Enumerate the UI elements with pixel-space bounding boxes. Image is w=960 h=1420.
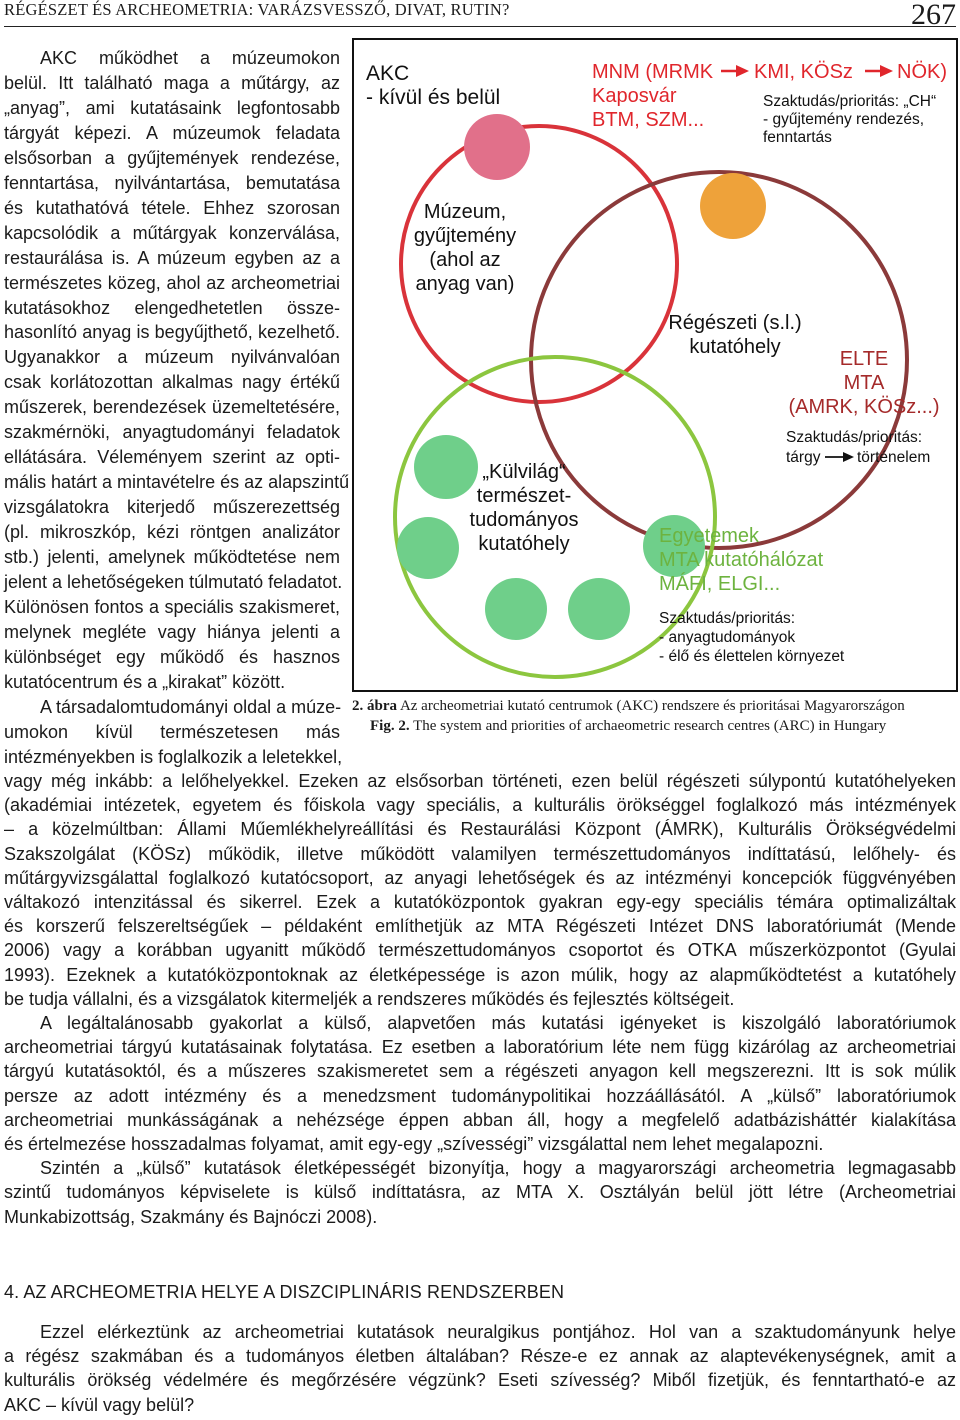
priority-museum-line: Szaktudás/prioritás: „CH“ [763,93,937,110]
text-line: melynek megléte vagy hiánya jelenti a [4,621,340,642]
priority-science-line: Szaktudás/prioritás: [659,610,796,627]
text-line: A legáltalánosabb gyakorlat a külső, alapvetően más kutatási igényeket is kiszolgáló laboratóriumok [40,1013,956,1033]
text-line: fenntartása, nyilvántartása, bemutatása [4,172,340,193]
text-line: belül. Itt található maga a műtárgy, az [4,72,340,93]
header-rule [4,26,956,27]
text-line: szakmérnöki, anyagtudományi feladatok [4,422,340,443]
museum-label-line: Múzeum, [423,201,507,223]
text-line: tárgyát képezi. A múzeumok feladata [4,122,340,143]
text-line: A társadalomtudományi oldal a múze- [40,696,342,717]
text-line: műszerek, berendezések üzemeltetésére, [4,397,340,418]
university-label-line: Egyetemek [659,525,760,547]
text-line: különbséget egy működő és hasznos [4,646,340,667]
elte-label-line: MTA [843,372,885,394]
akc-title-line: AKC [366,62,410,85]
text-line: archeometriai munkásságának a nehézsége éppen abban áll, hogy a megfelelő adatbázisháttér kialakítása [4,1109,956,1130]
elte-label-line: ELTE [839,348,889,370]
text-line: műtárgyvizsgálattal foglalkozó kutatócsoport, az anyagi lehetőségek és az intézményi koncepciók függvényében [4,867,956,888]
caption-label: Fig. 2. [370,718,410,734]
arrow-icon [825,452,854,462]
science-label-line: természet- [476,485,572,507]
university-label-line: MTA kutatóhálózat [659,549,824,571]
akc-title-line: - kívül és belül [366,86,501,109]
priority-museum-line: - gyűjtemény rendezés, [763,111,925,128]
institution-nok: NÖK) [897,61,947,83]
museum-label-line: (ahol az [429,249,501,271]
text-line: és kutathatóvá tétele. Ehhez szorosan [4,197,340,218]
text-line: Szakszolgálat (KÖSz) működik, illetve működött valamilyen természettudományos indíttatású, lelőhely- és [4,843,956,864]
text-line: AKC működhet a múzeumokon [40,48,340,68]
caption-label: 2. ábra [352,698,397,714]
text-line: kapcsolódik a műtárgyak konzerválása, [4,222,340,243]
text-line: a régész szakmában és a tudományos életben általában? Része-e ez annak az alaptevékenységnek, amit a [4,1346,956,1367]
text-line: (akadémiai intézetek, egyetem és főiskola vagy speciális, a kulturális örökséggel foglalkozó más intézmények [4,795,956,816]
green-dot [397,517,459,579]
text-line: restaurálása is. A múzeum egyben az a [4,247,340,268]
institution-mnm: MNM (MRMK [592,61,714,83]
text-line: archeometriai tárgyú kutatásainak folytatása. Ez esetben a laboratórium léte nem függ kizárólag az archeometriai [4,1037,956,1058]
text-line: Szintén a „külső” kutatások életképességét bizonyítja, hogy a magyarországi archeometria legmagasabb [40,1158,956,1179]
text-line: mális határt a mintavételre és az alapszintű [4,472,350,493]
priority-science-line: - élő és élettelen környezet [659,648,845,665]
figure-diagram [352,38,958,692]
text-line: 2006) vagy a korábban ugyanitt működő természettudományos csoportot és OTKA műszerközpontot (Gyulai [4,940,956,961]
green-dot [485,578,547,640]
museum-label-line: gyűjtemény [413,225,517,247]
institution-kaposvar: Kaposvár [592,85,677,107]
university-label-line: MÁFI, ELGI... [659,573,781,595]
text-line: 1993). Ezeknek a kutatóközpontoknak az életképessége is azon múlik, hogy az alapműködtetést a kutatóhely [4,964,956,985]
text-line: stb.) jelenti, amelynek működtetése nem [4,547,340,567]
text-line: jelent a lehetőségeken túlmutató feladatot. [4,571,343,592]
text-line: Különösen fontos a speciális szakismeret, [4,596,340,617]
institution-kmi: KMI, KÖSz [754,61,853,83]
caption-text: The system and priorities of archaeometric research centres (ARC) in Hungary [413,718,887,734]
text-line: be tudja vállalni, és a vizsgálatok kitermeljék a rendszeres működés és fejlesztés költségeit. [4,988,735,1009]
section-heading: 4. AZ ARCHEOMETRIA HELYE A DISZCIPLINÁRIS RENDSZERBEN [4,1282,565,1302]
archaeology-label-line: Régészeti (s.l.) [668,312,802,334]
text-line: Munkabizottság, Szakmány és Bajnóczi 2008). [4,1206,378,1227]
text-line: hasonlító anyag is begyűjthető, kezelhető. [4,322,340,343]
science-label-line: „Külvilág“ [482,461,566,483]
green-dot [414,435,478,499]
priority-museum-line: fenntartás [763,129,832,146]
arrow-icon [865,65,893,77]
text-line: umokon kívül természetesen más [4,721,340,742]
text-line: – a közelmúltban: Állami Műemlékhelyreállítási és Restaurálási Központ (ÁMRK), Kulturális Örökségvédelmi [4,819,956,840]
page-number: 267 [911,0,956,31]
text-line: természetes közeg, ahol az archeometriai [4,272,340,293]
figure-caption-hungarian [352,697,958,716]
text-line: Ezzel elérkeztünk az archeometriai kutatások neuralgikus pontjához. Hol van a szaktudományunk helye [40,1322,956,1342]
text-line: elsősorban a gyűjtemények rendezése, [4,147,340,168]
text-line: ellátására. Véleményem szerint az opti- [4,447,340,468]
text-line: váltakozó intenzitással és sikerrel. Ezek a kutatóközpontok gyakran egy-egy speciális témára optimalizáltak [4,892,956,912]
text-line: tárgyú kutatásoktól, és a műszeres szakismeretet sem a régészeti anyagon kell megszerezni. Itt is sok múlik [4,1061,956,1082]
museum-label-line: anyag van) [415,273,515,295]
text-line: csak korlátozottan alkalmas nagy értékű [4,372,340,393]
text-line: kutatásokhoz elengedhetetlen össze- [4,297,340,318]
institution-btm: BTM, SZM... [592,109,705,131]
priority-archaeology-line: történelem [857,449,931,466]
priority-archaeology-line: Szaktudás/prioritás: [786,429,923,446]
science-label-line: kutatóhely [478,533,570,555]
science-label-line: tudományos [469,509,579,531]
text-line: és korszerű felszereltségűek – példaként említhetjük az MTA Régészeti Intézet DNS laboratóriumát (Mende [4,916,956,937]
text-line: és értelmezése hosszadalmas folyamat, amit egy-egy „szívességi” vizsgálattal nem lehet megalapozni. [4,1134,824,1154]
text-line: AKC – kívül vagy belül? [4,1394,195,1415]
priority-science-line: - anyagtudományok [659,629,796,646]
text-line: persze az adott intézmény és a menedzsment tudománypolitikai hozzáállásától. A „külső” laboratóriumok [4,1085,956,1106]
text-line: vagy még inkább: a lelőhelyekkel. Ezeken az elsősorban történeti, ezen belül régészeti súlypontú kutatóhelyeken [4,771,956,791]
green-dot [568,578,630,640]
text-line: kulturális örökség védelmére és megőrzésére végzünk? Eseti szívesség? Miből fizetjük, és fenntartható-e az [4,1370,956,1391]
running-title: RÉGÉSZET ÉS ARCHEOMETRIA: VARÁZSVESSZŐ, DIVAT, RUTIN? [4,0,510,19]
arrow-icon [721,65,749,77]
archaeology-label-line: kutatóhely [689,336,781,358]
text-line: Ugyanakkor a múzeum nyilvánvalóan [4,347,340,368]
pink-dot [464,114,530,180]
text-line: vizsgálatokra kiterjedő műszerezettség [4,497,340,518]
figure-caption-english [352,717,958,736]
orange-dot [700,173,766,239]
text-line: intézményekben is foglalkozik a leletekkel, [4,746,343,767]
elte-label-line: (AMRK, KÖSz...) [788,396,940,418]
text-line: kutatócentrum és a „kirakat” között. [4,671,286,692]
text-line: szintű tudományos képviselete is külső indíttatásra, az MTA X. Osztályán belül jött létre (Archeometriai [4,1182,956,1203]
text-line: (pl. mikroszkóp, kézi röntgen analizátor [4,522,340,543]
caption-text: Az archeometriai kutató centrumok (AKC) rendszere és prioritásai Magyarországon [399,698,905,714]
priority-archaeology-line: tárgy [786,449,821,466]
text-line: „anyag”, ami kutatásaink legfontosabb [4,97,340,118]
